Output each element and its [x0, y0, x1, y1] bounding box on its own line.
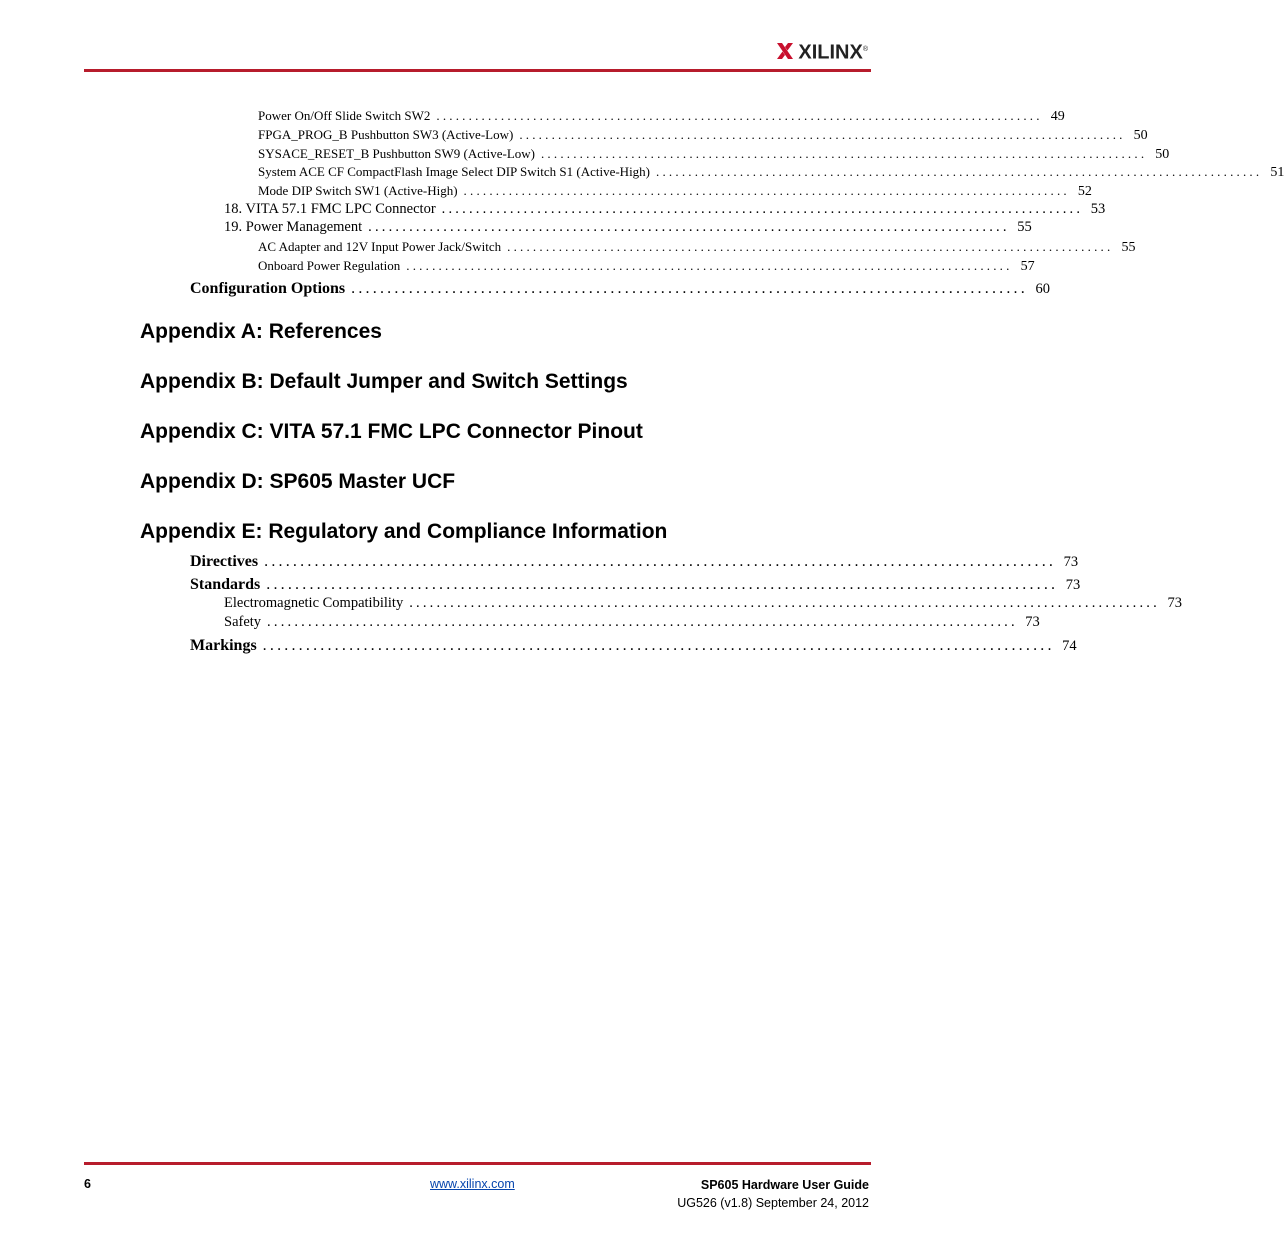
- toc-leader: ..............................................................................................: [540, 146, 1148, 161]
- toc-leader: ..............................................................................................................: [264, 553, 1057, 570]
- toc-entry-page: 73: [1063, 554, 1079, 570]
- toc-leader: ..............................................................................................: [368, 219, 1010, 235]
- toc-entry-label: Markings: [190, 637, 257, 654]
- page-number: 6: [84, 1177, 91, 1191]
- toc-leader: ..............................................................................................: [351, 280, 1028, 297]
- logo-wordmark: XILINX®: [798, 41, 868, 64]
- toc-entry-label: System ACE CF CompactFlash Image Select DIP Switch S1 (Active-High): [258, 164, 651, 179]
- toc-leader: ..............................................................................................: [507, 239, 1114, 254]
- toc-entry-page: 73: [1025, 614, 1040, 630]
- toc-entry-label: Electromagnetic Compatibility: [224, 595, 404, 611]
- toc-entry[interactable]: [224, 614, 1040, 631]
- toc-leader: ..............................................................................................: [519, 127, 1126, 142]
- toc-entry-page: 55: [1017, 219, 1032, 235]
- registered-mark-icon: ®: [862, 46, 868, 53]
- toc-entry[interactable]: [258, 108, 1065, 125]
- toc-entry-page: 51: [1270, 165, 1284, 180]
- appendix-e-heading[interactable]: Appendix E: Regulatory and Compliance Information: [140, 520, 668, 543]
- doc-title: SP605 Hardware User Guide: [700, 1178, 869, 1192]
- toc-entry-page: 50: [1155, 147, 1170, 162]
- toc-entry-label: FPGA_PROG_B Pushbutton SW3 (Active-Low): [258, 127, 514, 142]
- toc-entry-label: AC Adapter and 12V Input Power Jack/Switch: [258, 239, 502, 254]
- toc-leader: ..............................................................................................: [406, 258, 1013, 273]
- toc-entry-page: 74: [1062, 638, 1077, 654]
- toc-leader: ..............................................................................................: [436, 108, 1043, 123]
- footer-doc-info: [677, 1176, 869, 1212]
- toc-leader: ..............................................................................................: [656, 164, 1263, 179]
- toc-entry-label: Standards: [190, 576, 261, 593]
- toc-entry[interactable]: [190, 553, 1079, 571]
- toc-entry-label: Onboard Power Regulation: [258, 258, 401, 273]
- footer-rule: [84, 1162, 871, 1165]
- toc-entry-label: 18. VITA 57.1 FMC LPC Connector: [224, 201, 436, 217]
- toc-leader: ..............................................................................................: [441, 201, 1084, 217]
- toc-entry-page: 52: [1077, 184, 1092, 199]
- toc-entry-label: Configuration Options: [190, 280, 346, 297]
- toc-entry-page: 50: [1133, 128, 1148, 143]
- toc-leader: ..............................................................................................................: [267, 614, 1018, 630]
- toc-entry-page: 57: [1020, 259, 1035, 274]
- header-rule: [84, 69, 871, 72]
- toc-entry-page: 49: [1050, 109, 1065, 124]
- toc-entry[interactable]: [224, 219, 1032, 236]
- toc-entry[interactable]: [224, 595, 1182, 612]
- toc-entry[interactable]: [258, 127, 1148, 144]
- appendix-b-heading[interactable]: Appendix B: Default Jumper and Switch Settings: [140, 370, 628, 393]
- xilinx-website-link[interactable]: www.xilinx.com: [430, 1177, 515, 1191]
- toc-entry-label: 19. Power Management: [224, 219, 363, 235]
- appendix-d-heading[interactable]: Appendix D: SP605 Master UCF: [140, 470, 456, 493]
- toc-entry[interactable]: [258, 164, 1284, 181]
- xilinx-logo: [776, 40, 868, 63]
- toc-entry-label: Directives: [190, 553, 259, 570]
- toc-entry[interactable]: [258, 239, 1136, 256]
- doc-revision: UG526 (v1.8) September 24, 2012: [677, 1196, 869, 1210]
- xilinx-x-mark-icon: [776, 42, 794, 60]
- toc-entry[interactable]: [258, 183, 1092, 200]
- toc-leader: ..............................................................................................................: [266, 576, 1059, 593]
- toc-entry-label: Safety: [224, 614, 262, 630]
- toc-entry-page: 60: [1035, 281, 1050, 297]
- toc-entry[interactable]: [258, 258, 1035, 275]
- appendix-a-heading[interactable]: Appendix A: References: [140, 320, 382, 343]
- toc-entry[interactable]: [190, 576, 1081, 594]
- toc-entry-page: 73: [1167, 595, 1182, 611]
- toc-entry-label: Mode DIP Switch SW1 (Active-High): [258, 183, 458, 198]
- toc-entry-page: 73: [1065, 577, 1081, 593]
- toc-entry-label: SYSACE_RESET_B Pushbutton SW9 (Active-Low): [258, 146, 535, 161]
- toc-entry[interactable]: [190, 280, 1050, 298]
- appendix-c-heading[interactable]: Appendix C: VITA 57.1 FMC LPC Connector Pinout: [140, 420, 643, 443]
- toc-entry[interactable]: [258, 146, 1170, 163]
- toc-leader: ..............................................................................................................: [262, 637, 1055, 654]
- toc-entry[interactable]: [224, 201, 1106, 218]
- toc-leader: ..............................................................................................: [463, 183, 1070, 198]
- toc-entry-page: 53: [1090, 201, 1106, 217]
- toc-entry-page: 55: [1121, 240, 1136, 255]
- toc-leader: ..............................................................................................................: [409, 595, 1160, 611]
- toc-entry-label: Power On/Off Slide Switch SW2: [258, 108, 431, 123]
- toc-entry[interactable]: [190, 637, 1077, 655]
